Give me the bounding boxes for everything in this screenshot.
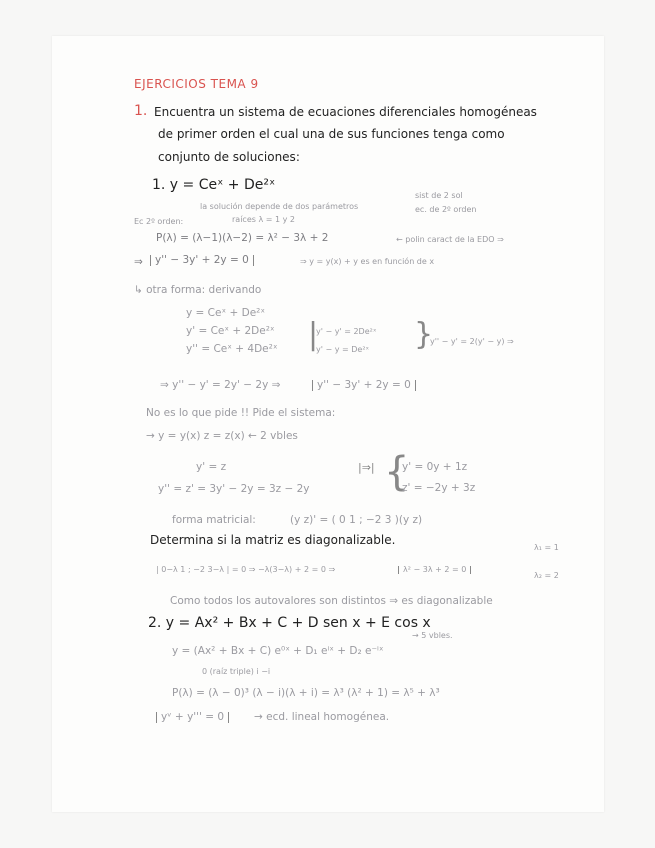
intro-line-2: de primer orden el cual una de sus funciones tenga como — [158, 127, 505, 141]
ex1-deriv-0: y = Ceˣ + De²ˣ — [186, 307, 266, 319]
ex1-note-right-1: sist de 2 sol — [415, 191, 463, 200]
ex1-eigenvalue-1: λ₁ = 1 — [534, 543, 559, 552]
ex2-char-poly: P(λ) = (λ − 0)³ (λ − i)(λ + i) = λ³ (λ² + 1) = λ⁵ + λ³ — [172, 687, 440, 699]
exercise-number: 1. — [134, 103, 148, 119]
ex1-relation-2: y' − y = De²ˣ — [316, 345, 370, 354]
ex1-conclusion: Como todos los autovalores son distintos ⇒ es diagonalizable — [170, 595, 493, 607]
arrow-implies: ⇒ — [134, 256, 143, 268]
ex2-vbles: → 5 vbles. — [412, 631, 453, 640]
ex1-relation-1: y' − y' = 2De²ˣ — [316, 327, 377, 336]
ex1-result-boxed: y'' − 3y' + 2y = 0 — [312, 380, 416, 391]
ex2-line-2: 0 (raíz triple) i −i — [202, 667, 271, 676]
ex1-substitution: → y = y(x) z = z(x) ← 2 vbles — [146, 430, 298, 442]
ex1-other-method: ↳ otra forma: derivando — [134, 284, 262, 296]
ex1-matrix-form: (y z)' = ( 0 1 ; −2 3 )(y z) — [290, 514, 423, 526]
ex1-note-dependence: la solución depende de dos parámetros — [200, 202, 359, 211]
brace-right: } — [414, 317, 434, 352]
ex1-system-eq-2: z' = −2y + 3z — [402, 482, 476, 494]
ex2-line-1: y = (Ax² + Bx + C) e⁰ˣ + D₁ eⁱˣ + D₂ e⁻ⁱˣ — [172, 645, 384, 657]
ex1-system-eq-1: y' = 0y + 1z — [402, 461, 468, 473]
ex1-determinant: | 0−λ 1 ; −2 3−λ | = 0 ⇒ −λ(3−λ) + 2 = 0 ⇒ — [156, 565, 336, 574]
ex2-final-note: → ecd. lineal homogénea. — [254, 711, 390, 723]
ex1-ode-boxed: y'' − 3y' + 2y = 0 — [150, 255, 254, 266]
ex1-deriv-1: y' = Ceˣ + 2De²ˣ — [186, 325, 275, 337]
ex1-diagonalizable-question: Determina si la matriz es diagonalizable. — [150, 533, 396, 547]
system-brace: { — [384, 449, 410, 495]
ex1-ec-label: Ec 2º orden: — [134, 217, 184, 226]
page-title: EJERCICIOS TEMA 9 — [134, 77, 259, 91]
ex1-relation-3: y'' − y' = 2(y' − y) ⇒ — [430, 337, 514, 346]
intro-line-3: conjunto de soluciones: — [158, 150, 300, 164]
ex1-system-derivation-2: y'' = z' = 3y' − 2y = 3z − 2y — [158, 483, 310, 495]
ex2-final-boxed: yᵛ + y''' = 0 — [156, 712, 229, 723]
intro-line-1: Encuentra un sistema de ecuaciones diferenciales homogéneas — [154, 105, 537, 119]
ex1-char-poly-note: ← polin caract de la EDO ⇒ — [396, 235, 504, 244]
ex1-not-requested: No es lo que pide !! Pide el sistema: — [146, 407, 336, 419]
brace-left: | — [308, 317, 319, 352]
ex1-roots-note: raíces λ = 1 y 2 — [232, 215, 295, 224]
ex1-result: ⇒ y'' − y' = 2y' − 2y ⇒ — [160, 379, 281, 391]
ex1-heading: 1. y = Ceˣ + De²ˣ — [152, 177, 276, 193]
ex1-deriv-2: y'' = Ceˣ + 4De²ˣ — [186, 343, 278, 355]
ex1-eigenvalue-2: λ₂ = 2 — [534, 571, 559, 580]
ex1-matrix-label: forma matricial: — [172, 514, 256, 526]
ex1-system-derivation-1: y' = z — [196, 461, 227, 473]
ex1-note-right-2: ec. de 2º orden — [415, 205, 477, 214]
implies-arrow-system: |⇒| — [358, 461, 375, 474]
ex1-char-poly: P(λ) = (λ−1)(λ−2) = λ² − 3λ + 2 — [156, 232, 329, 244]
ex1-determinant-boxed: λ² − 3λ + 2 = 0 — [398, 566, 471, 574]
ex1-ode-note: ⇒ y = y(x) + y es en función de x — [300, 257, 435, 266]
ex2-heading: 2. y = Ax² + Bx + C + D sen x + E cos x — [148, 615, 431, 631]
